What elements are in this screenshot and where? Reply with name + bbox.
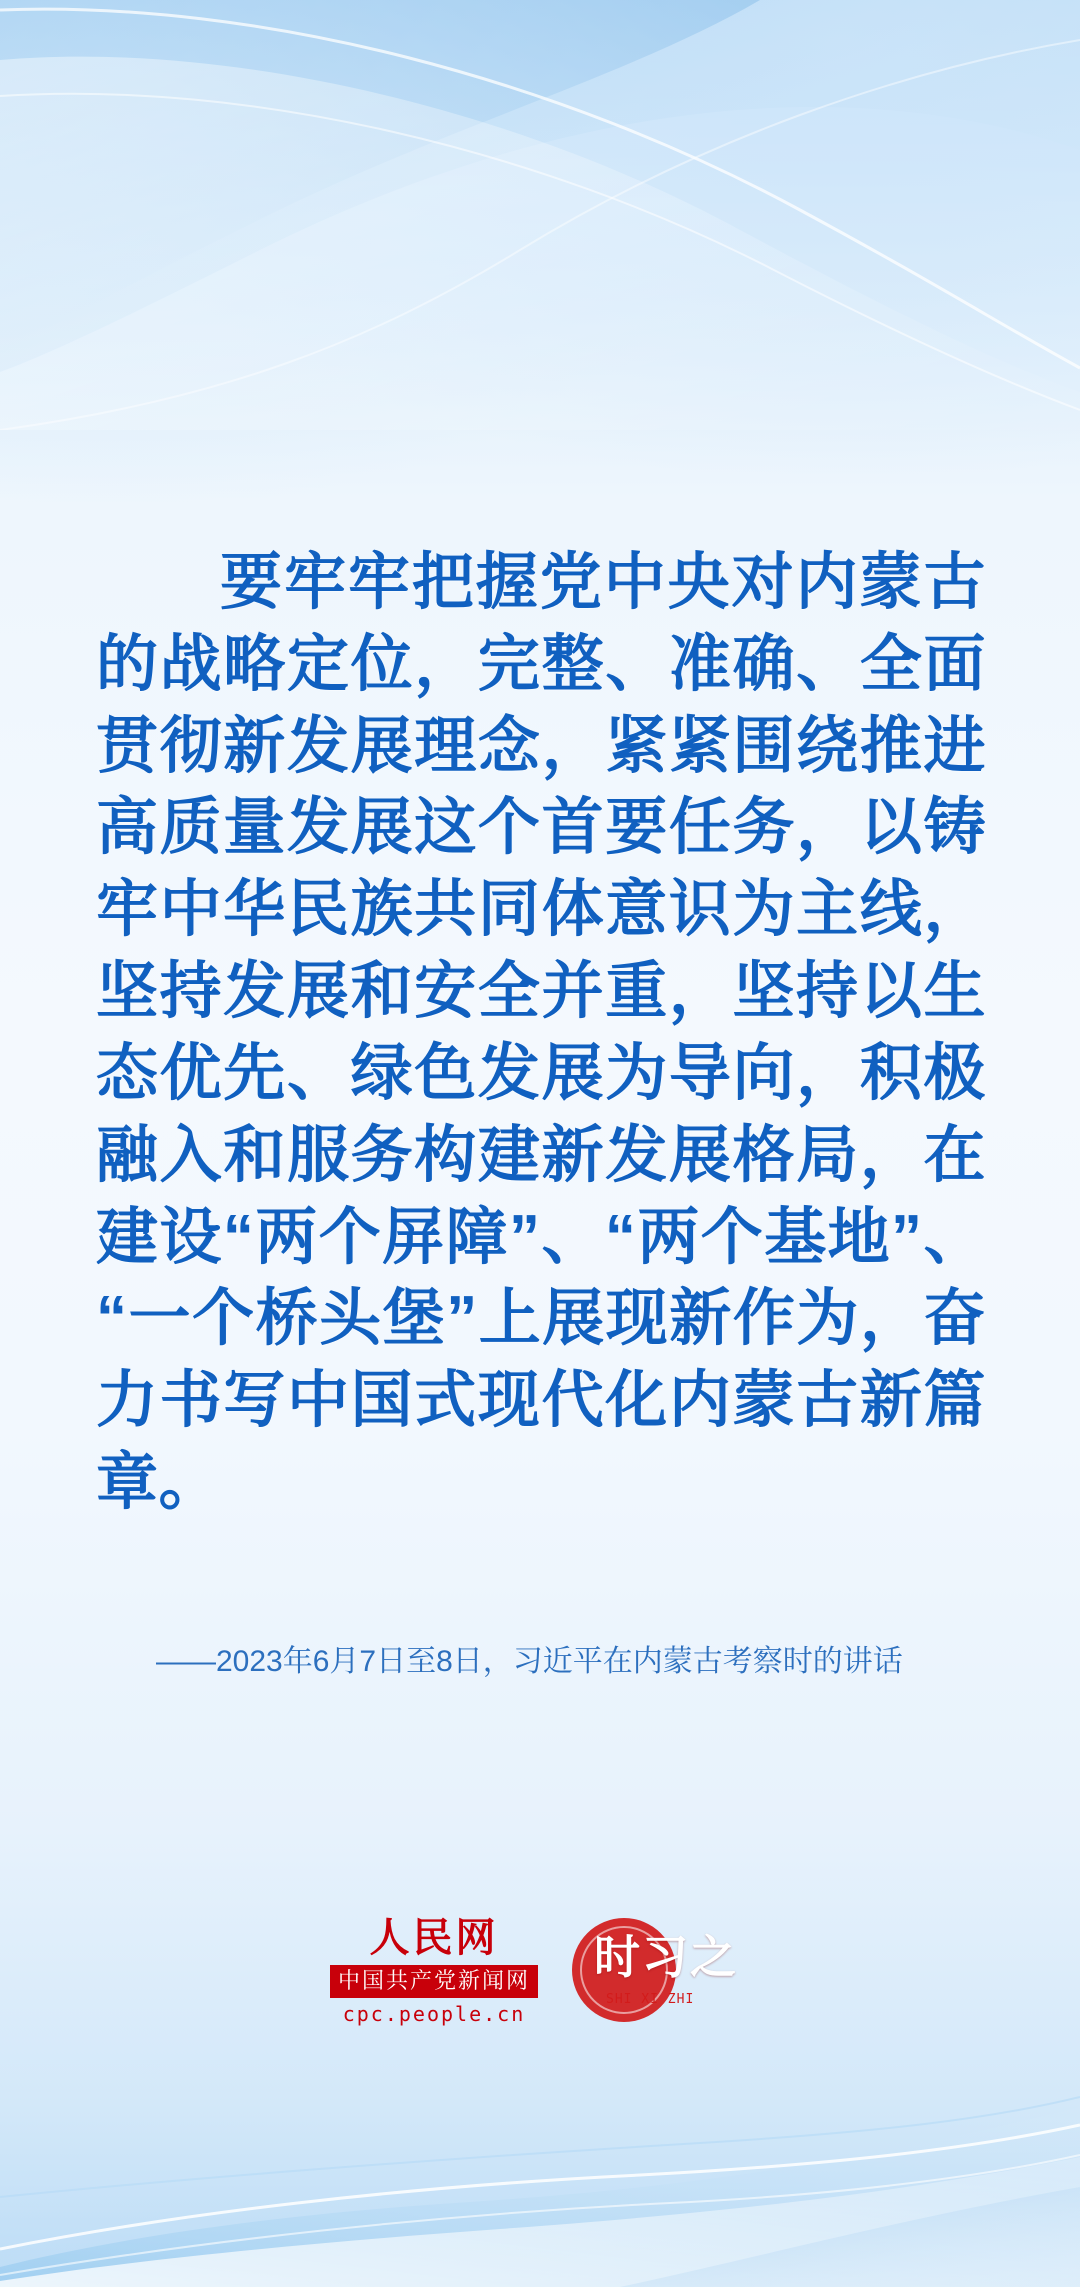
quote-attribution: ——2023年6月7日至8日，习近平在内蒙古考察时的讲话 [156, 1645, 903, 1678]
footer-logos [0, 1912, 1080, 2030]
shixizhi-title: 时习之 [594, 1930, 738, 1984]
people-logo-url: cpc.people.cn [342, 2002, 526, 2026]
people-cn-logo [330, 1914, 538, 2026]
quote-text: 要牢牢把握党中央对内蒙古的战略定位，完整、准确、全面贯彻新发展理念，紧紧围绕推进高质量发展这个首要任务，以铸牢中华民族共同体意识为主线，坚持发展和安全并重，坚持以生态优先、绿色发展为导向，积极融入和服务构建新发展格局，在建设“两个屏障”、“两个基地”、“一个桥头堡”上展现新作为，奋力书写中国式现代化内蒙古新篇章。 [96, 548, 986, 1518]
people-logo-top [369, 1914, 499, 1961]
shixizhi-logo [572, 1912, 750, 2030]
people-logo-subtitle: 中国共产党新闻网 [330, 1965, 538, 1998]
shixizhi-pinyin: SHI XI ZHI [606, 1992, 695, 2007]
people-logo-name: 人民网 [369, 1914, 499, 1961]
